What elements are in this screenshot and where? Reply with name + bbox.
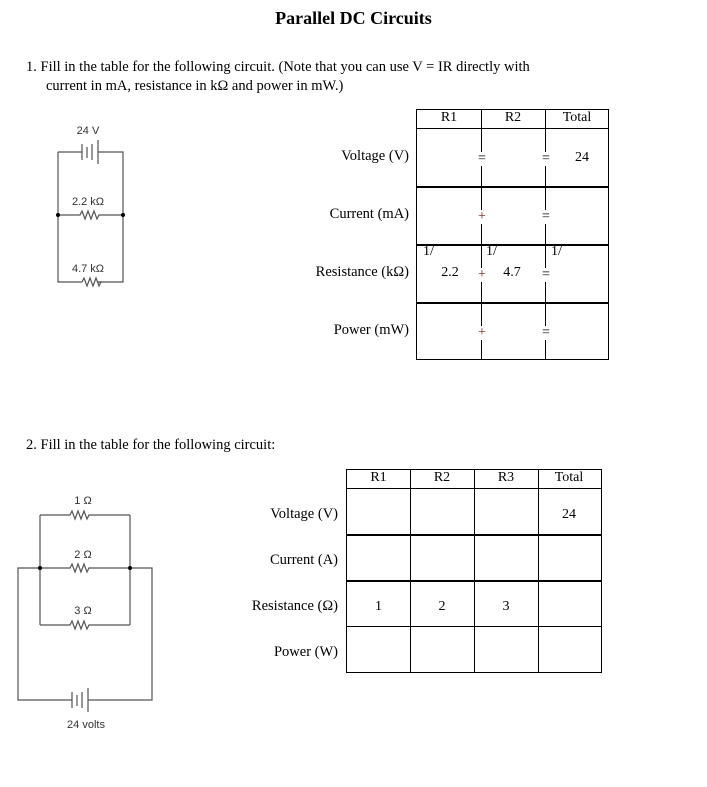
resistance-r3: 3 (502, 599, 510, 614)
reciprocal-total: 1/ (551, 244, 562, 259)
page-title: Parallel DC Circuits (275, 8, 432, 28)
equals-sign: = (540, 268, 552, 282)
header-r2: R2 (504, 110, 522, 125)
battery-icon (82, 140, 98, 164)
resistance-r2: 2 (438, 599, 446, 614)
plus-sign: + (476, 268, 488, 282)
resistor-2-label: 4.7 kΩ (71, 263, 105, 275)
resistance-r1: 1 (375, 599, 382, 614)
row-label-power: Power (W) (273, 644, 338, 660)
header-r1: R1 (370, 470, 387, 485)
plus-sign: + (476, 210, 488, 224)
row-label-voltage: Voltage (V) (341, 148, 409, 164)
table-2 (346, 469, 602, 673)
row-label-current: Current (mA) (329, 206, 409, 222)
header-total: Total (554, 470, 584, 485)
question-1-line-2: current in mA, resistance in kΩ and power in mW.) (46, 78, 344, 94)
header-total: Total (562, 110, 592, 125)
equals-sign: = (540, 152, 552, 166)
row-label-voltage: Voltage (V) (270, 506, 338, 522)
resistance-r2: 4.7 (503, 265, 521, 280)
row-label-current: Current (A) (269, 552, 338, 568)
battery-icon (72, 688, 88, 712)
resistor-icon (40, 511, 130, 519)
voltage-total: 24 (575, 150, 589, 165)
row-label-resistance: Resistance (kΩ) (315, 264, 409, 280)
resistor-icon (40, 621, 130, 629)
row-label-resistance: Resistance (Ω) (251, 598, 338, 614)
header-r1: R1 (440, 110, 458, 125)
question-1-line-1: 1. Fill in the table for the following circuit. (Note that you can use V = IR directly with (26, 59, 530, 75)
table-1 (416, 109, 609, 360)
resistor-2-label: 2 Ω (74, 549, 92, 561)
battery-label: 24 volts (67, 719, 105, 731)
voltage-total: 24 (562, 507, 576, 522)
resistor-icon (58, 211, 123, 219)
resistance-r1: 2.2 (441, 265, 459, 280)
plus-sign: + (476, 326, 488, 340)
header-r3: R3 (497, 470, 515, 485)
row-label-power: Power (mW) (333, 322, 409, 338)
equals-sign: = (476, 152, 488, 166)
resistor-1-label: 2.2 kΩ (71, 196, 105, 208)
reciprocal-r1: 1/ (423, 244, 434, 259)
question-2-line-1: 2. Fill in the table for the following circuit: (26, 437, 276, 453)
equals-sign: = (540, 326, 552, 340)
equals-sign: = (540, 210, 552, 224)
resistor-icon (82, 278, 101, 286)
circuit-1-diagram (0, 110, 200, 310)
resistor-1-label: 1 Ω (74, 495, 92, 507)
resistor-icon (40, 564, 130, 572)
header-r2: R2 (433, 470, 451, 485)
reciprocal-r2: 1/ (486, 244, 497, 259)
battery-label: 24 V (76, 125, 100, 137)
resistor-3-label: 3 Ω (74, 605, 92, 617)
